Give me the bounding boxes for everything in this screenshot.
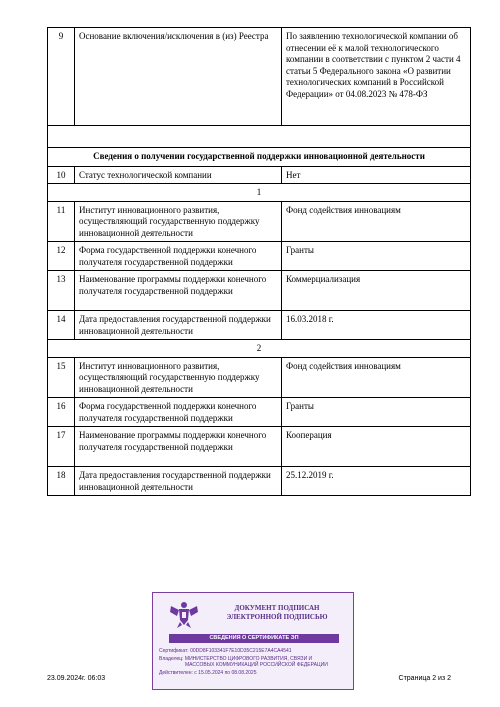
row-number: 13 xyxy=(48,271,75,311)
row-number: 18 xyxy=(48,467,75,496)
section-title: Сведения о получении государственной поддержки инновационной деятельности xyxy=(48,148,471,167)
electronic-signature-stamp xyxy=(152,592,354,690)
double-headed-eagle-icon xyxy=(167,600,201,630)
row-number: 10 xyxy=(48,166,75,184)
row-number: 9 xyxy=(48,28,75,126)
row-label: Основание включения/исключения в (из) Реестра xyxy=(75,28,282,126)
stamp-title: ДОКУМЕНТ ПОДПИСАН ЭЛЕКТРОННОЙ ПОДПИСЬЮ xyxy=(226,604,328,621)
table-row xyxy=(48,311,471,340)
table-row xyxy=(48,242,471,271)
row-value: 16.03.2018 г. xyxy=(282,311,471,340)
row-label: Форма государственной поддержки конечного получателя государственной поддержки xyxy=(75,242,282,271)
blank-row xyxy=(48,126,471,148)
row-value: Нет xyxy=(282,166,471,184)
group-index: 1 xyxy=(48,184,471,202)
row-value: По заявлению технологической компании об отнесении её к малой технологического компании в соответствии с пунктом 2 части 4 статьи 5 Федерального закона «О развитии технологических компаний в Российской Федерации» от 04.08.2023 № 478-ФЗ xyxy=(282,28,471,126)
row-number: 14 xyxy=(48,311,75,340)
row-number: 11 xyxy=(48,201,75,242)
row-label: Статус технологической компании xyxy=(75,166,282,184)
stamp-owner: Владелец: МИНИСТЕРСТВО ЦИФРОВОГО РАЗВИТИЯ, СВЯЗИ И xyxy=(159,656,313,662)
table-row xyxy=(48,201,471,242)
group-index-row xyxy=(48,340,471,358)
table-row xyxy=(48,398,471,427)
table-row xyxy=(48,28,471,126)
table-row xyxy=(48,427,471,467)
row-number: 12 xyxy=(48,242,75,271)
table-row xyxy=(48,357,471,398)
row-label: Дата предоставления государственной поддержки инновационной деятельности xyxy=(75,467,282,496)
row-label: Институт инновационного развития, осуществляющий государственную поддержку инновационной деятельности xyxy=(75,357,282,398)
row-value: Коммерциализация xyxy=(282,271,471,311)
row-value: Фонд содействия инновациям xyxy=(282,357,471,398)
row-number: 16 xyxy=(48,398,75,427)
row-label: Дата предоставления государственной поддержки инновационной деятельности xyxy=(75,311,282,340)
footer-page-number: Страница 2 из 2 xyxy=(398,675,451,682)
row-value: Кооперация xyxy=(282,427,471,467)
row-value: Фонд содействия инновациям xyxy=(282,201,471,242)
stamp-band: СВЕДЕНИЯ О СЕРТИФИКАТЕ ЭП xyxy=(169,634,339,643)
group-index-row xyxy=(48,184,471,202)
group-index: 2 xyxy=(48,340,471,358)
table-row xyxy=(48,467,471,496)
row-value: 25.12.2019 г. xyxy=(282,467,471,496)
row-value: Гранты xyxy=(282,398,471,427)
row-label: Институт инновационного развития, осуществляющий государственную поддержку инновационной деятельности xyxy=(75,201,282,242)
row-label: Наименование программы поддержки конечного получателя государственной поддержки xyxy=(75,427,282,467)
row-number: 17 xyxy=(48,427,75,467)
row-number: 15 xyxy=(48,357,75,398)
stamp-validity: Действителен: с 15.05.2024 по 08.08.2025 xyxy=(159,670,257,676)
row-value: Гранты xyxy=(282,242,471,271)
table-row xyxy=(48,166,471,184)
registry-table xyxy=(47,27,471,496)
stamp-certificate: Сертификат: 00DD8F103341F7E10D35C215E7A4CA4541 xyxy=(159,648,292,654)
table-row xyxy=(48,271,471,311)
row-label: Наименование программы поддержки конечного получателя государственной поддержки xyxy=(75,271,282,311)
footer-datetime: 23.09.2024г. 06:03 xyxy=(47,675,106,682)
section-header-row xyxy=(48,148,471,167)
stamp-owner-cont: МАССОВЫХ КОММУНИКАЦИЙ РОССИЙСКОЙ ФЕДЕРАЦИИ xyxy=(185,662,328,668)
row-label: Форма государственной поддержки конечного получателя государственной поддержки xyxy=(75,398,282,427)
